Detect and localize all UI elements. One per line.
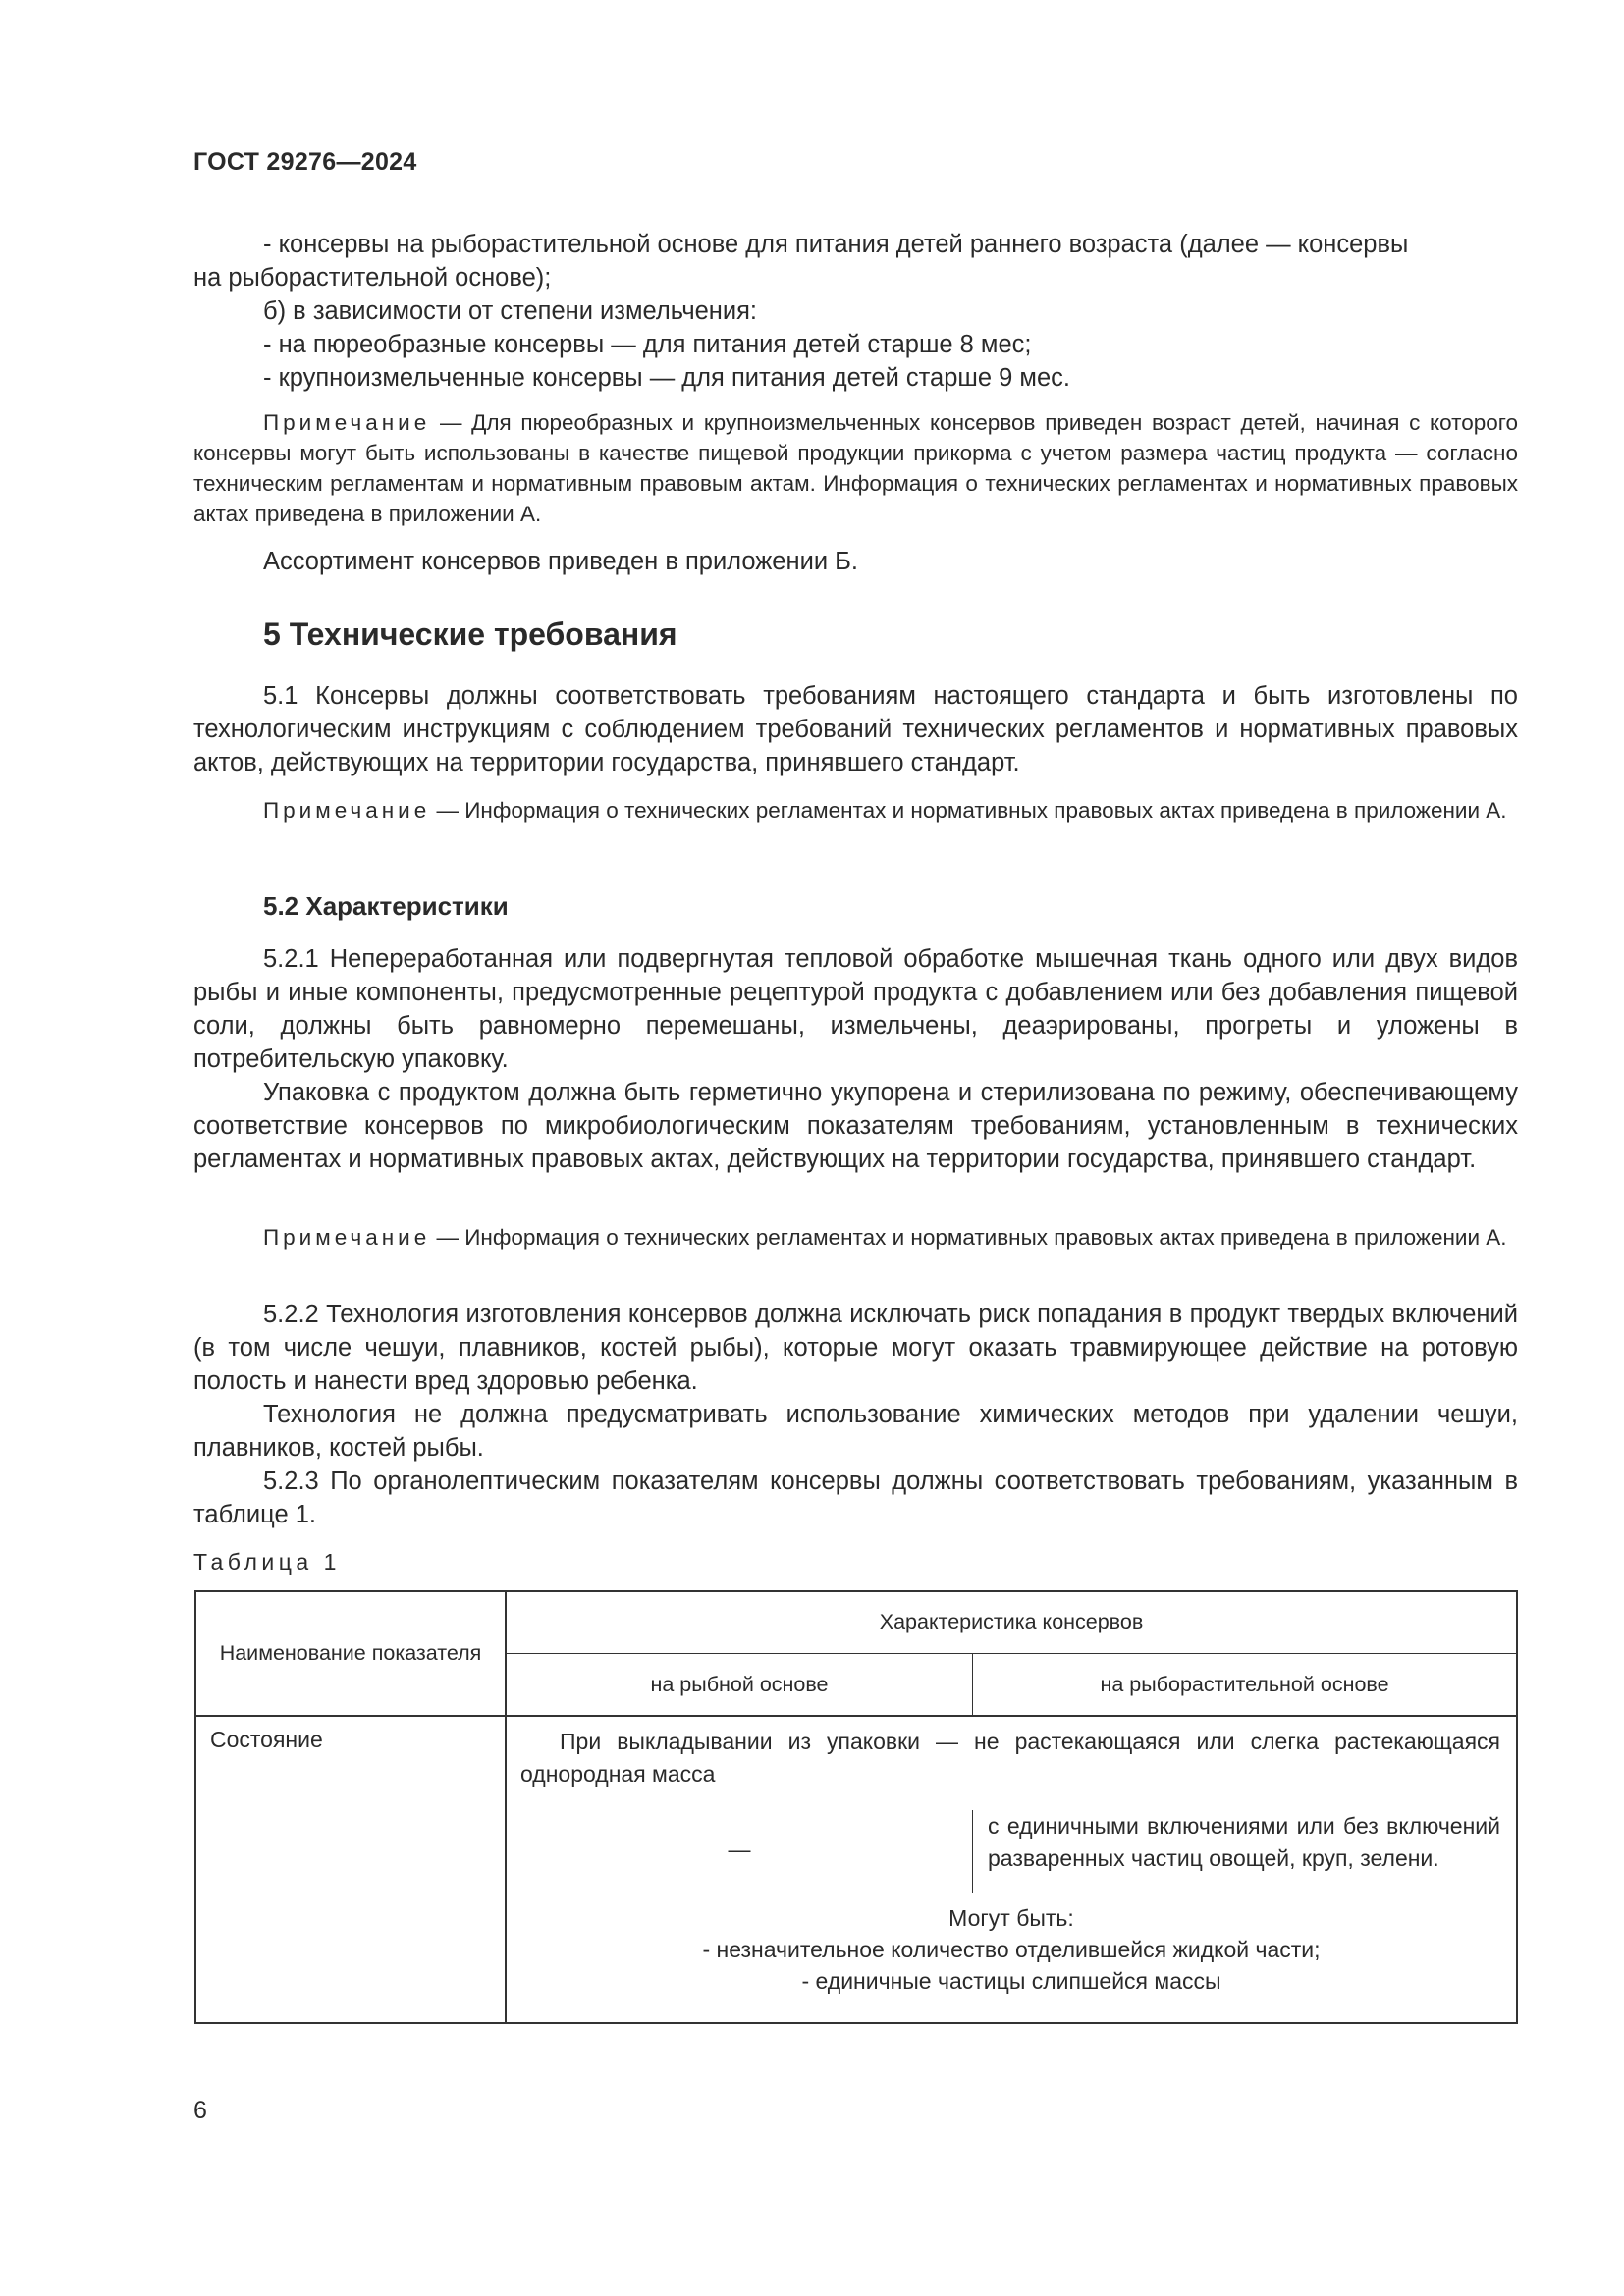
table-row-state-may-1: - незначительное количество отделившейся жидкой части; — [702, 1937, 1321, 1962]
paragraph-5-1: 5.1 Консервы должны соответствовать требованиям настоящего стандарта и быть изготовлены по технологическим инструкциям с соблюдением требований технических регламентов и нормативных правовых актов, действующих на территории государства, принявшего стандарт. — [193, 682, 1518, 776]
page-number: 6 — [193, 2097, 207, 2124]
paragraph-packaging: Упаковка с продуктом должна быть герметично укупорена и стерилизована по режиму, обеспечивающему соответствие консервов по микробиологическим показателям требованиям, установленным в технических регламентах и нормативных правовых актах, действующих на территории государства, принявшего стандарт. — [193, 1079, 1518, 1173]
table-border-right — [1516, 1590, 1518, 2024]
note-1-label: Примечание — [263, 410, 431, 435]
paragraph-technology: Технология не должна предусматривать использование химических методов при удалении чешуи, плавников, костей рыбы. — [193, 1401, 1518, 1462]
list-item-fish-plant-line1: - консервы на рыборастительной основе для питания детей раннего возраста (далее — консервы — [263, 231, 1409, 258]
list-item-coarse: - крупноизмельченные консервы — для питания детей старше 9 мес. — [263, 364, 1070, 392]
paragraph-5-2-3: 5.2.3 По органолептическим показателям консервы должны соответствовать требованиям, указанным в таблице 1. — [193, 1468, 1518, 1528]
document-code: ГОСТ 29276—2024 — [193, 148, 417, 176]
section-5-title: 5 Технические требования — [263, 616, 677, 652]
list-item-fish-plant-line2: на рыборастительной основе); — [193, 264, 552, 292]
table-header-fish: на рыбной основе — [650, 1673, 829, 1696]
table-header-fish-plant: на рыборастительной основе — [1100, 1673, 1389, 1696]
table-row-state-fish-plant: с единичными включениями или без включений разваренных частиц овощей, круп, зелени. — [988, 1813, 1500, 1871]
table-header-indicator: Наименование показателя — [219, 1641, 482, 1665]
note-2 — [193, 795, 1518, 826]
note-3-text: — Информация о технических регламентах и нормативных правовых актах приведена в приложении А. — [430, 1225, 1507, 1250]
table-row-state-name: Состояние — [210, 1727, 323, 1752]
table-row-state-fish: — — [728, 1837, 751, 1862]
table-1-caption: Таблица 1 — [193, 1549, 341, 1575]
table-row-state-may-2: - единичные частицы слипшейся массы — [801, 1968, 1221, 1994]
table-header-characteristic: Характеристика консервов — [879, 1610, 1144, 1633]
note-1-text: — Для пюреобразных и крупноизмельченных консервов приведен возраст детей, начиная с которого консервы могут быть использованы в качестве пищевой продукции прикорма с учетом размера частиц продукта — согласно техническим регламентам и нормативным правовым актам. Информация о технических регламентах и нормативных правовых актах приведена в приложении А. — [193, 410, 1518, 526]
note-3 — [193, 1222, 1518, 1253]
table-subheader-divider — [505, 1653, 1518, 1654]
list-item-puree: - на пюреобразные консервы — для питания детей старше 8 мес; — [263, 331, 1032, 358]
table-header-bottom — [194, 1715, 1518, 1717]
list-group-b: б) в зависимости от степени измельчения: — [263, 297, 758, 325]
table-body-column-divider — [972, 1810, 973, 1893]
note-3-label: Примечание — [263, 1225, 431, 1250]
assortment-paragraph: Ассортимент консервов приведен в приложении Б. — [263, 548, 858, 575]
note-1 — [193, 407, 1518, 529]
subsection-5-2-title: 5.2 Характеристики — [263, 891, 509, 921]
table-row-state-may-be: Могут быть: — [948, 1905, 1074, 1931]
note-2-text: — Информация о технических регламентах и нормативных правовых актах приведена в приложении А. — [430, 798, 1507, 823]
paragraph-5-2-1: 5.2.1 Непереработанная или подвергнутая тепловой обработке мышечная ткань одного или двух видов рыбы и иные компоненты, предусмотренные рецептурой продукта с добавлением или без добавления пищевой соли, должны быть равномерно перемешаны, измельчены, деаэрированы, прогреты и уложены в потребительскую упаковку. — [193, 945, 1518, 1073]
paragraph-5-2-2: 5.2.2 Технология изготовления консервов должна исключать риск попадания в продукт твердых включений (в том числе чешуи, плавников, костей рыбы), которые могут оказать травмирующее действие на ротовую полость и нанести вред здоровью ребенка. — [193, 1301, 1518, 1395]
table-row-state-common: При выкладывании из упаковки — не растекающаяся или слегка растекающаяся однородная масса — [520, 1729, 1500, 1787]
table-1 — [194, 1590, 1518, 2024]
table-border-bottom — [194, 2022, 1518, 2024]
note-2-label: Примечание — [263, 798, 431, 823]
table-border-top — [194, 1590, 1518, 1592]
